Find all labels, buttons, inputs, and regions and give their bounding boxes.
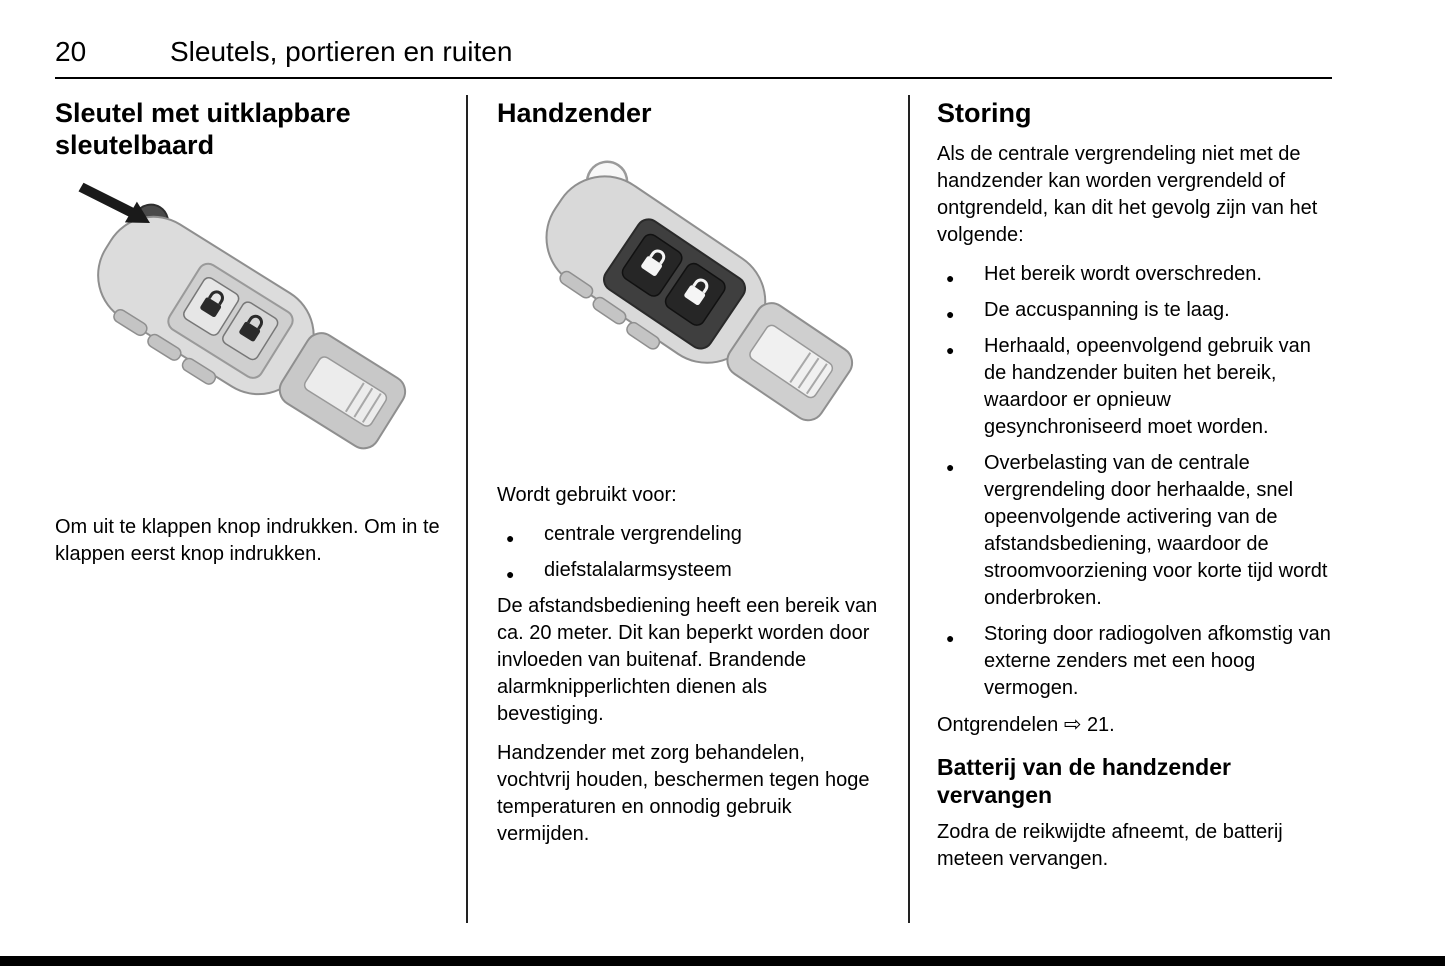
page-footer-bar [0,956,1445,966]
page-header [0,0,1445,68]
cross-reference [937,711,1332,739]
cross-reference-page: 21. [1086,714,1115,736]
battery-paragraph: Zodra de reikwijdte afneemt, de batterij meteen vervangen. [937,821,1283,870]
malfunction-causes-list [937,261,1332,702]
section-heading-battery: Batterij van de handzender vervangen [937,754,1231,808]
column-flip-key [55,95,468,923]
content-columns [55,95,1332,923]
remote-care-paragraph: Handzender met zorg behandelen, vochtvrij houden, beschermen tegen hoge temperaturen en onnodig gebruik vermijden. [497,742,870,845]
page-number: 20 [55,36,87,67]
bullet-item: ● Overbelasting van de centrale vergrendeling door herhaalde, snel opeenvolgende activering van de afstandsbediening, waardoor de stroomvoorziening voor korte tijd wordt onderbroken. [937,450,1332,612]
section-heading-flip-key: Sleutel met uitklapbare sleutelbaard [55,98,351,160]
bullet-item: ● diefstalalarmsysteem [497,557,878,584]
bullet-item: ● Het bereik wordt overschreden. [937,261,1332,288]
cross-reference-label: Ontgrendelen [937,714,1059,736]
remote-usage-intro: Wordt gebruikt voor: [497,484,677,506]
pointer-arrow-icon [79,183,151,223]
remote-range-paragraph: De afstandsbediening heeft een bereik van ca. 20 meter. Dit kan beperkt worden door invloeden van buitenaf. Brandende alarmknipperlichten dienen als bevestiging. [497,595,878,725]
header-rule [55,77,1332,79]
malfunction-intro: Als de centrale vergrendeling niet met de handzender kan worden vergrendeld of ontgrendeld, kan dit het gevolg zijn van het volgende: [937,143,1318,246]
page-title: Sleutels, portieren en ruiten [170,36,513,67]
remote-key-body-group [520,150,873,448]
section-heading-malfunction: Storing [937,98,1032,128]
bullet-item: ● De accuspanning is te laag. [937,297,1332,324]
section-heading-remote: Handzender [497,98,652,128]
flip-key-illustration [55,173,441,493]
bullet-item: ● Storing door radiogolven afkomstig van externe zenders met een hoog vermogen. [937,621,1332,702]
bullet-item: ● centrale vergrendeling [497,521,878,548]
column-remote-control [468,95,910,923]
remote-key-figure [497,141,878,466]
see-page-arrow-icon: ⇨ [1063,713,1082,736]
column-malfunction [910,95,1332,923]
flip-key-figure [55,173,440,498]
flip-key-body-group [73,194,421,476]
flip-key-caption: Om uit te klappen knop indrukken. Om in te klappen eerst knop indrukken. [55,516,440,565]
bullet-item: ● Herhaald, opeenvolgend gebruik van de handzender buiten het bereik, waardoor er opnieuw gesynchroniseerd moet worden. [937,333,1332,441]
remote-usage-list [497,521,878,584]
remote-key-illustration [498,141,878,461]
